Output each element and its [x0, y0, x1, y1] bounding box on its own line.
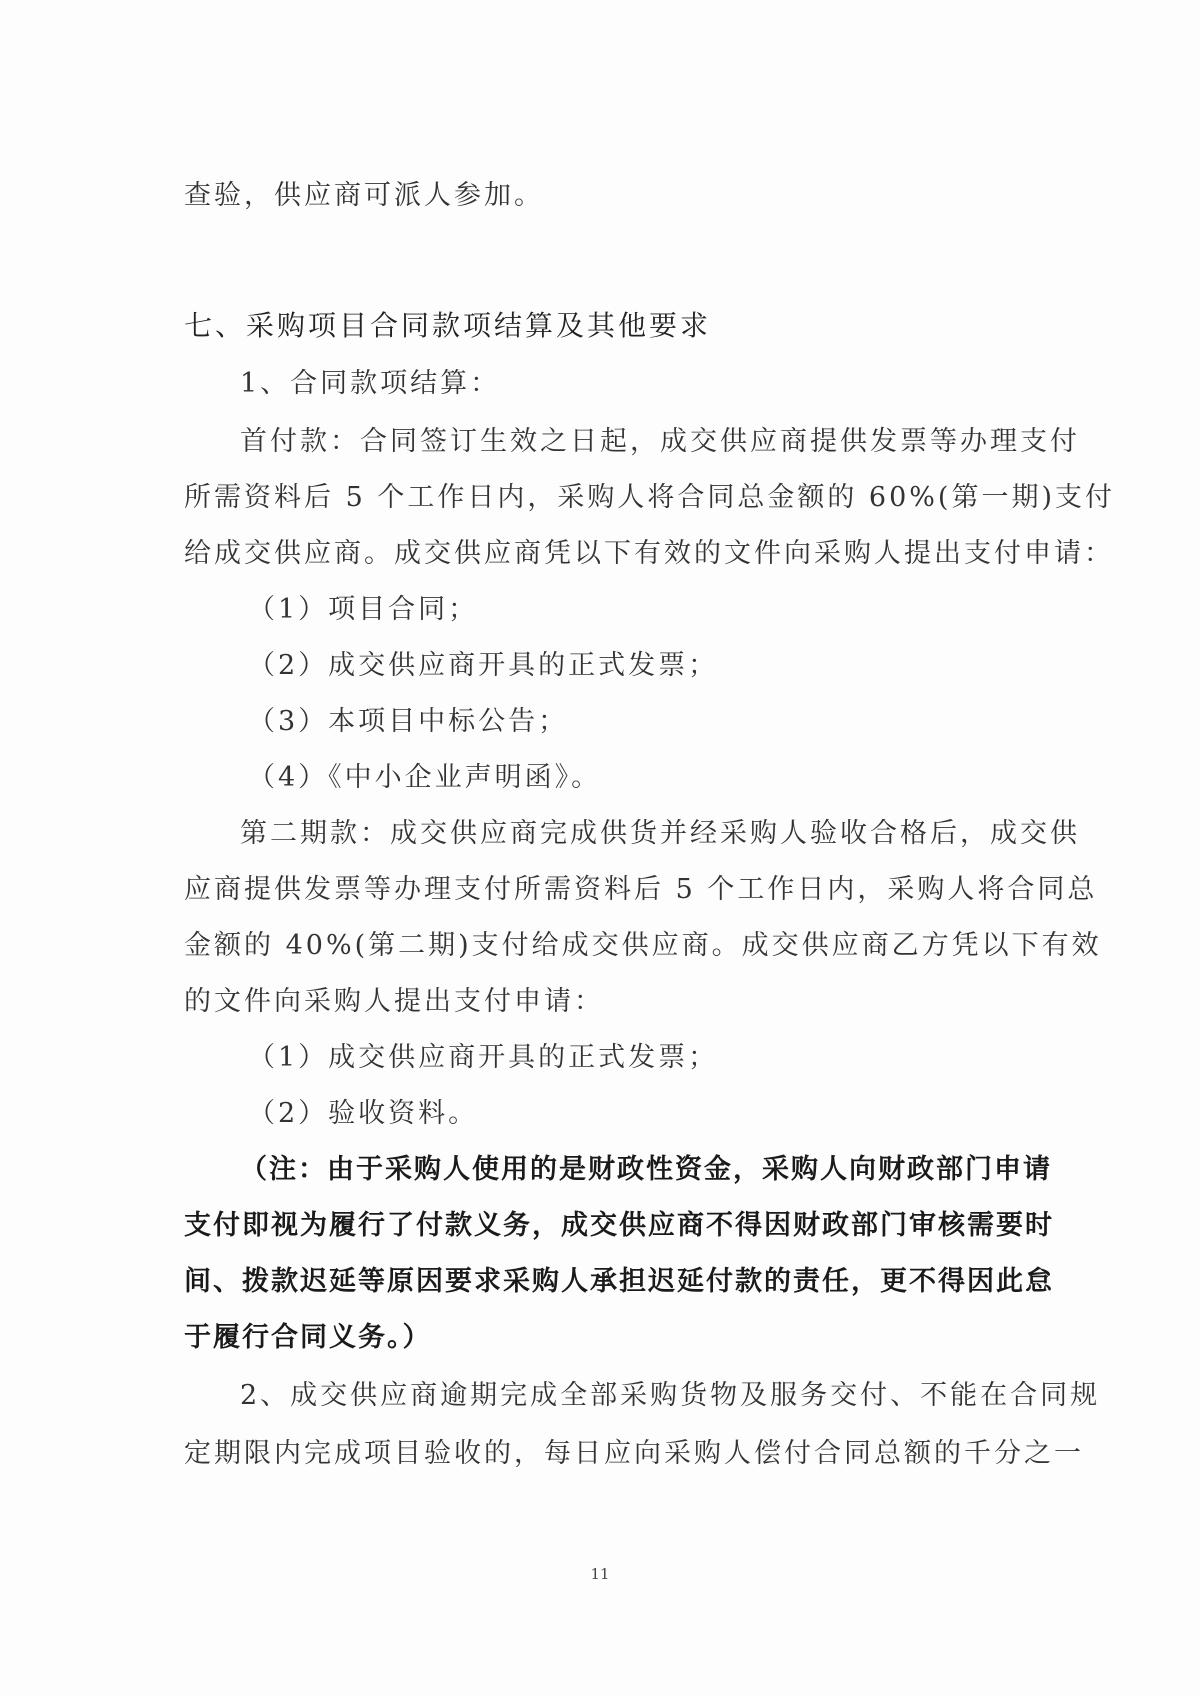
paragraph-line: 给成交供应商。成交供应商凭以下有效的文件向采购人提出支付申请： — [184, 538, 1114, 569]
paragraph-line: 的文件向采购人提出支付申请： — [184, 986, 604, 1017]
list-item: （1）成交供应商开具的正式发票； — [248, 1042, 719, 1073]
note-line: （注：由于采购人使用的是财政性资金，采购人向财政部门申请 — [240, 1154, 1052, 1185]
note-line: 间、拨款迟延等原因要求采购人承担迟延付款的责任，更不得因此怠 — [184, 1266, 1054, 1297]
list-item: （3）本项目中标公告； — [248, 706, 569, 737]
paragraph-line: 定期限内完成项目验收的，每日应向采购人偿付合同总额的千分之一 — [184, 1438, 1084, 1469]
page-number: 11 — [590, 1565, 610, 1583]
section-heading: 七、采购项目合同款项结算及其他要求 — [184, 309, 712, 342]
subsection-heading: 1、合同款项结算： — [240, 368, 501, 399]
list-item: （2）验收资料。 — [248, 1098, 479, 1129]
list-item: （1）项目合同； — [248, 594, 479, 625]
note-line: 于履行合同义务。） — [184, 1322, 432, 1353]
paragraph-line: 2、成交供应商逾期完成全部采购货物及服务交付、不能在合同规 — [240, 1380, 1101, 1411]
paragraph-line: 第二期款：成交供应商完成供货并经采购人验收合格后，成交供 — [240, 818, 1080, 849]
paragraph-line: 首付款：合同签订生效之日起，成交供应商提供发票等办理支付 — [240, 426, 1080, 457]
note-line: 支付即视为履行了付款义务，成交供应商不得因财政部门审核需要时 — [184, 1210, 1054, 1241]
paragraph-line: 应商提供发票等办理支付所需资料后 5 个工作日内，采购人将合同总 — [184, 874, 1098, 905]
paragraph-line: 查验，供应商可派人参加。 — [184, 180, 544, 211]
list-item: （2）成交供应商开具的正式发票； — [248, 650, 719, 681]
paragraph-line: 所需资料后 5 个工作日内，采购人将合同总金额的 60%(第一期)支付 — [184, 482, 1116, 513]
paragraph-line: 金额的 40%(第二期)支付给成交供应商。成交供应商乙方凭以下有效 — [184, 930, 1102, 961]
list-item: （4）《中小企业声明函》。 — [248, 762, 602, 793]
